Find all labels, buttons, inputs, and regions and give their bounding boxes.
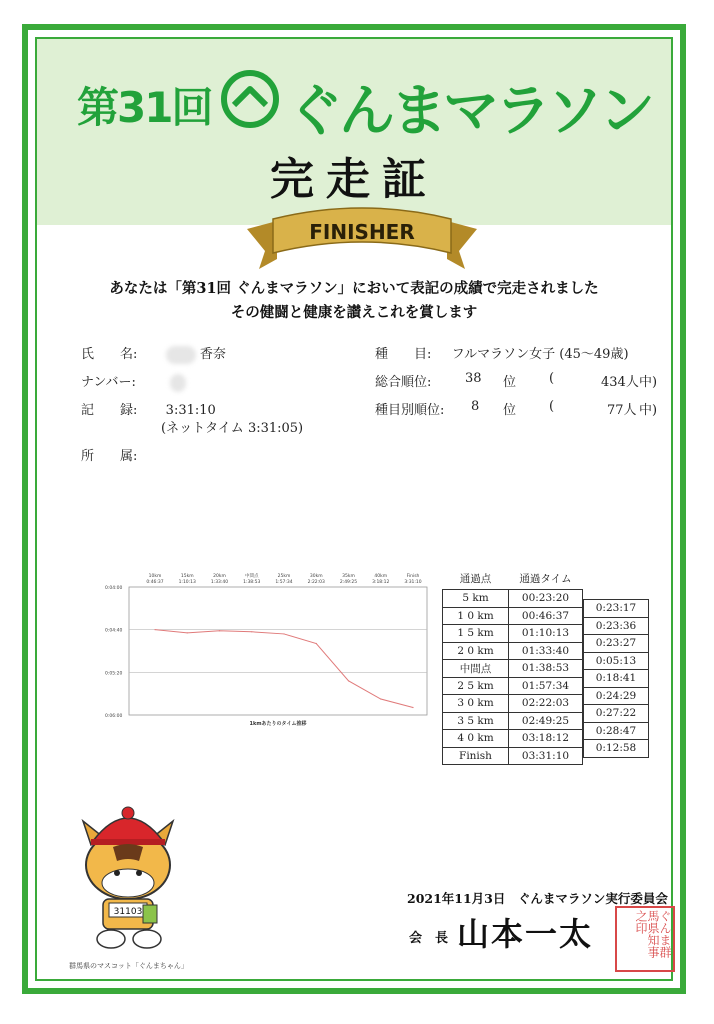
pace-point [251,631,252,632]
x-tick-label: 40km [374,574,388,579]
split-header-time: 通過タイム [519,572,572,585]
redacted-name [166,346,196,364]
event-name: ぐんまマラソン [287,79,651,144]
segment-row [584,687,649,705]
category-rank-unit: 位 [503,403,517,418]
mascot-caption: 群馬県のマスコット「ぐんまちゃん」 [69,962,188,970]
x-tick-time: 1:10:13 [178,580,196,585]
split-time: 01:10:13 [509,625,583,643]
y-tick-label: 0:04:40 [105,628,123,634]
split-row [443,677,583,695]
split-row [443,730,583,748]
name-label: 氏 名: [81,347,138,362]
y-tick-label: 0:05:20 [105,671,123,677]
pace-point [316,643,317,644]
split-point: 2 5 km [443,677,509,695]
split-row [443,625,583,643]
overall-rank-unit: 位 [503,375,517,390]
overall-rank-value: 38 [465,371,482,386]
category-rank-label: 種目別順位: [375,403,445,418]
category-paren-open: ( [549,399,555,414]
segment-time: 0:28:47 [584,722,649,740]
x-tick-time: 2:22:03 [307,580,325,585]
gunma-chan-mascot-icon [73,801,183,961]
pace-point [154,629,155,630]
affiliation-label: 所 属: [81,449,138,464]
segment-row [584,670,649,688]
split-row [443,590,583,608]
segment-time: 0:23:36 [584,617,649,635]
x-tick-time: 3:18:12 [372,580,390,585]
split-point: 5 km [443,590,509,608]
segment-time: 0:12:58 [584,740,649,758]
plot-area [129,587,427,715]
name-value: 香奈 [199,347,226,362]
x-tick-time: 0:46:37 [146,580,164,585]
certificate-title: 完走証 [270,154,438,205]
record-value: 3:31:10 [165,403,216,418]
x-tick-label: 10km [148,574,162,579]
split-row [443,660,583,678]
official-seal-icon: ぐんま群馬県知事之印 [615,906,675,972]
split-row [443,712,583,730]
split-row [443,695,583,713]
segment-time: 0:18:41 [584,670,649,688]
x-tick-time: 1:33:40 [210,580,229,585]
net-time: (ネットタイム 3:31:05) [161,421,304,436]
pace-chart [77,569,432,737]
split-header-point: 通過点 [459,572,492,585]
split-point: 中間点 [443,660,509,678]
overall-total: 434人 [601,375,639,390]
x-tick-label: Finish [406,574,420,579]
x-tick-label: 中間点 [245,574,259,579]
split-point: 1 0 km [443,607,509,625]
pace-point [219,630,220,631]
split-time: 02:22:03 [509,695,583,713]
pace-point [412,707,413,708]
segment-row [584,722,649,740]
segment-time: 0:23:17 [584,600,649,618]
segment-time: 0:24:29 [584,687,649,705]
segment-time: 0:05:13 [584,652,649,670]
segment-row [584,652,649,670]
record-row [81,399,216,418]
gunma-logo-icon [220,69,280,129]
x-tick-label: 15km [180,574,194,579]
category-label: 種 目: [375,347,432,362]
split-table [442,567,583,765]
split-row [443,747,583,765]
president-signature: 山本一太 [457,915,594,953]
segment-table [583,599,649,758]
category-value: フルマラソン女子 (45～49歳) [451,347,629,362]
president-label: 会 長 [409,931,449,946]
split-time: 00:23:20 [509,590,583,608]
split-time: 01:33:40 [509,642,583,660]
category-row [375,343,629,362]
split-time: 00:46:37 [509,607,583,625]
mascot-bib: 31103 [113,907,143,917]
x-tick-label: 35km [342,574,355,579]
y-tick-label: 0:04:00 [105,586,123,591]
award-message [37,277,671,325]
split-point: 4 0 km [443,730,509,748]
award-message-line1: あなたは「第31回 ぐんまマラソン」において表記の成績で完走されました [109,280,599,297]
split-time: 01:57:34 [509,677,583,695]
category-rank-row [375,399,658,418]
record-label: 記 録: [81,403,138,418]
number-row [81,371,186,392]
x-tick-label: 30km [309,574,323,579]
split-point: 1 5 km [443,625,509,643]
split-row [443,607,583,625]
overall-rank-label: 総合順位: [375,375,432,390]
pace-point [348,680,349,681]
segment-time: 0:27:22 [584,705,649,723]
pace-point [283,633,284,634]
segment-time: 0:23:27 [584,635,649,653]
overall-paren-open: ( [549,371,555,386]
x-tick-time: 1:38:53 [243,580,261,585]
split-point: Finish [443,747,509,765]
number-label: ナンバー: [81,375,136,390]
certificate-frame [22,24,686,994]
split-time: 03:31:10 [509,747,583,765]
segment-row [584,635,649,653]
x-tick-time: 2:49:25 [339,580,358,585]
name-row [81,343,226,364]
category-rank-value: 8 [471,399,480,414]
segment-row [584,705,649,723]
split-time: 03:18:12 [509,730,583,748]
date-organizer: 2021年11月3日 ぐんまマラソン実行委員会 [407,891,668,906]
split-time: 01:38:53 [509,660,583,678]
segment-row [584,600,649,618]
category-total: 77人 [607,403,637,418]
split-point: 3 0 km [443,695,509,713]
ribbon-text: FINISHER [309,220,415,244]
category-paren-close: 中) [639,403,658,418]
x-tick-time: 3:31:10 [404,580,422,585]
finisher-ribbon [237,199,487,273]
segment-row [584,617,649,635]
x-tick-label: 25km [277,574,291,579]
pace-point [187,632,188,633]
overall-paren-close: 中) [639,375,658,390]
overall-rank-row [375,371,658,390]
certificate-inner-border [35,37,673,981]
award-message-line2: その健闘と健康を讃えこれを賞します [230,304,478,321]
split-row [443,642,583,660]
split-point: 3 5 km [443,712,509,730]
redacted-number [170,374,186,392]
x-tick-time: 1:57:34 [275,580,293,585]
event-number: 第31回 [77,83,212,132]
y-tick-label: 0:06:00 [105,714,123,719]
pace-point [380,698,381,699]
split-point: 2 0 km [443,642,509,660]
affiliation-row [81,445,137,464]
segment-row [584,740,649,758]
x-axis-label: 1kmあたりのタイム推移 [249,721,307,727]
split-time: 02:49:25 [509,712,583,730]
x-tick-label: 20km [213,574,226,579]
